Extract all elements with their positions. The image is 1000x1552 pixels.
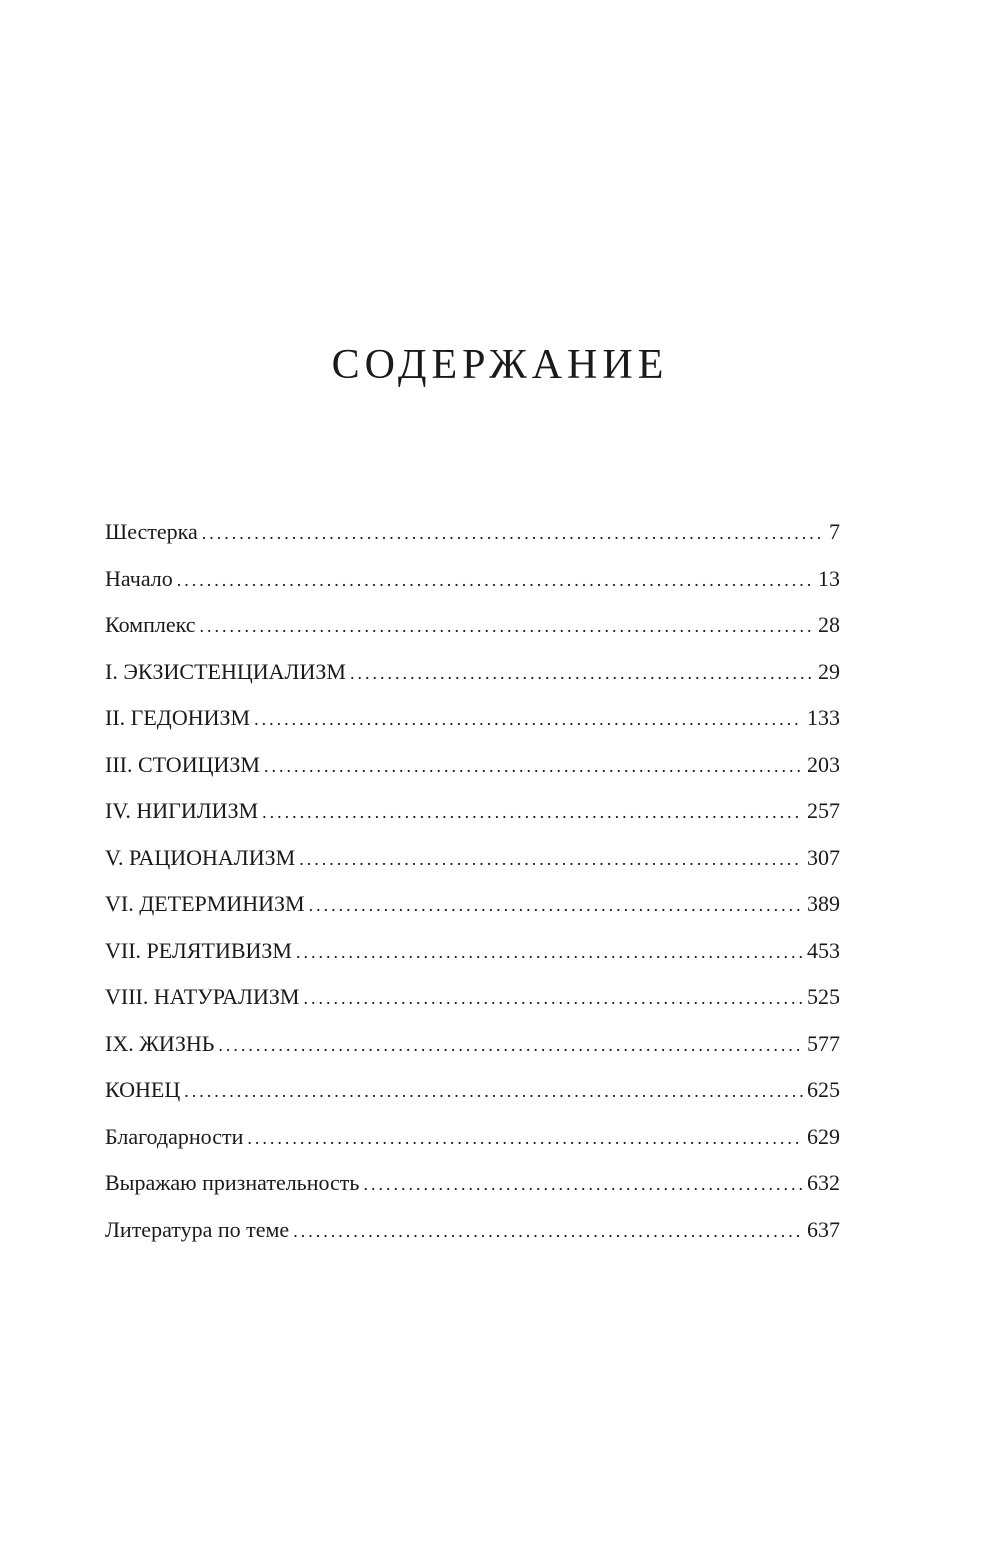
toc-entry-title: II. ГЕДОНИЗМ <box>105 705 251 730</box>
dot-leader <box>299 836 803 883</box>
toc-entry-title: VII. РЕЛЯТИВИЗМ <box>105 937 292 963</box>
page-title: СОДЕРЖАНИЕ <box>331 342 669 388</box>
toc-entry[interactable] <box>105 509 840 556</box>
toc-page-number: 625 <box>807 1077 840 1102</box>
toc-page-number: 637 <box>807 1216 840 1242</box>
toc-entry[interactable] <box>105 695 840 742</box>
dot-leader <box>296 929 803 976</box>
toc-entry-title: Шестерка <box>105 519 198 544</box>
toc-entry[interactable] <box>105 1207 840 1254</box>
toc-page-number: 389 <box>807 891 840 916</box>
toc-page-number: 203 <box>807 751 840 777</box>
toc-page-number: 453 <box>807 937 840 963</box>
toc-page-number: 629 <box>807 1123 840 1149</box>
toc-entry-title: КОНЕЦ <box>105 1077 181 1102</box>
toc-entry[interactable] <box>105 928 840 975</box>
dot-leader <box>218 1022 803 1069</box>
toc-page-number: 28 <box>818 612 840 637</box>
dot-leader <box>254 696 803 743</box>
toc-entry[interactable] <box>105 649 840 696</box>
toc-entry-title: VIII. НАТУРАЛИЗМ <box>105 984 300 1009</box>
toc-entry[interactable] <box>105 881 840 928</box>
toc-entry-title: Благодарности <box>105 1123 244 1149</box>
toc-entry[interactable] <box>105 556 840 603</box>
toc-entry[interactable] <box>105 1021 840 1068</box>
dot-leader <box>293 1208 803 1255</box>
table-of-contents <box>105 509 840 1253</box>
toc-entry-title: Выражаю признательность <box>105 1170 360 1195</box>
toc-page-number: 257 <box>807 798 840 823</box>
toc-page-number: 307 <box>807 844 840 870</box>
toc-entry[interactable] <box>105 1067 840 1114</box>
toc-entry-title: V. РАЦИОНАЛИЗМ <box>105 844 296 870</box>
toc-page-number: 632 <box>807 1170 840 1195</box>
toc-entry-title: Литература по теме <box>105 1216 290 1242</box>
toc-entry[interactable] <box>105 602 840 649</box>
toc-entry-title: I. ЭКЗИСТЕНЦИАЛИЗМ <box>105 658 346 684</box>
toc-entry-title: Комплекс <box>105 612 196 637</box>
toc-entry[interactable] <box>105 835 840 882</box>
toc-page-number: 577 <box>807 1030 840 1056</box>
toc-entry-title: VI. ДЕТЕРМИНИЗМ <box>105 891 305 916</box>
dot-leader <box>350 650 814 697</box>
dot-leader <box>309 882 803 929</box>
toc-entry-title: Начало <box>105 565 173 591</box>
dot-leader <box>303 975 803 1022</box>
toc-page-number: 525 <box>807 984 840 1009</box>
dot-leader <box>247 1115 803 1162</box>
toc-entry[interactable] <box>105 742 840 789</box>
dot-leader <box>363 1161 803 1208</box>
toc-entry-title: IV. НИГИЛИЗМ <box>105 798 259 823</box>
toc-page-number: 13 <box>818 565 840 591</box>
toc-entry[interactable] <box>105 1160 840 1207</box>
dot-leader <box>202 510 825 557</box>
toc-entry-title: IX. ЖИЗНЬ <box>105 1030 215 1056</box>
dot-leader <box>264 743 803 790</box>
toc-entry[interactable] <box>105 1114 840 1161</box>
dot-leader <box>184 1068 803 1115</box>
toc-page-number: 29 <box>818 658 840 684</box>
dot-leader <box>262 789 803 836</box>
toc-page-number: 7 <box>829 519 840 544</box>
toc-page-number: 133 <box>807 705 840 730</box>
toc-entry[interactable] <box>105 974 840 1021</box>
dot-leader <box>177 557 814 604</box>
toc-entry[interactable] <box>105 788 840 835</box>
dot-leader <box>200 603 814 650</box>
toc-entry-title: III. СТОИЦИЗМ <box>105 751 260 777</box>
